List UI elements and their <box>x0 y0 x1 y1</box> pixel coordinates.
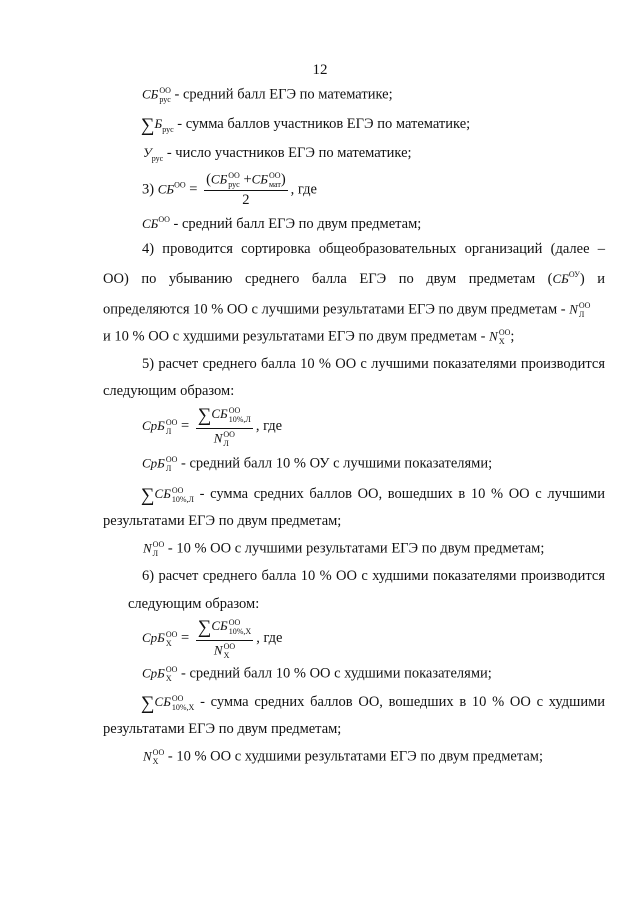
def-sum-math: $\sum Б_{рус}$ - сумма баллов участников ЕГЭ по математике; <box>141 115 471 136</box>
para-6-line1: 6) расчет среднего балла 10 % ОО с худшими показателями производится <box>142 568 605 584</box>
def-avg-math: СБ ОО рус - средний балл ЕГЭ по математике; <box>142 86 393 104</box>
fraction: (СБ ОО рус +СБ ОО мат ) 2 <box>206 171 286 208</box>
para-4-line1: 4) проводится сортировка общеобразовательных организаций (далее – <box>142 241 605 257</box>
para-5-line2: следующим образом: <box>103 383 235 399</box>
def-text: - средний балл ЕГЭ по математике; <box>174 86 393 103</box>
para-4-line2: ОО) по убыванию среднего балла ЕГЭ по двум предметам $(СБ^{ОУ})$ и <box>103 270 605 287</box>
para-4-line4: и 10 % ОО с худшими результатами ЕГЭ по двум предметам - N ОО Х ; <box>103 328 515 346</box>
def-best-avg: СрБ ОО Л - средний балл 10 % ОУ с лучшими показателями; <box>142 455 493 473</box>
def-best-count: N ОО Л - 10 % ОО с лучшими результатами ЕГЭ по двум предметам; <box>143 540 545 558</box>
def-count-math: $У_{рус}$ - число участников ЕГЭ по математике; <box>143 145 412 163</box>
def-best-sum: ∑СБ ОО 10%,Л - сумма средних баллов ОО, вошедших в 10 % ОО с лучшими <box>141 485 605 506</box>
def-worst-count: N ОО Х - 10 % ОО с худшими результатами ЕГЭ по двум предметам; <box>143 748 544 766</box>
para-5-line1: 5) расчет среднего балла 10 % ОО с лучшими показателями производится <box>142 356 605 372</box>
def-best-sum-cont: результатами ЕГЭ по двум предметам; <box>103 513 342 529</box>
def-text: - сумма баллов участников ЕГЭ по математике; <box>177 116 471 132</box>
def-text: - число участников ЕГЭ по математике; <box>166 145 412 161</box>
symbol-sb: СБ <box>142 86 159 102</box>
def-worst-avg: СрБ ОО Х - средний балл 10 % ОО с худшими показателями; <box>142 665 492 683</box>
def-avg-two: $СБ^{ОО}$ - средний балл ЕГЭ по двум предметам; <box>142 215 422 232</box>
formula-3: 3) $СБ^{ОО}$ = (СБ ОО рус +СБ ОО мат ) 2 , где <box>142 171 317 208</box>
para-6-line2: следующим образом: <box>128 596 260 612</box>
def-worst-sum-cont: результатами ЕГЭ по двум предметам; <box>103 721 342 737</box>
formula-5: СрБ ОО Л = ∑СБ ОО 10%,Л N ОО Л , где <box>142 405 283 448</box>
para-4-line3: определяются 10 % ОО с лучшими результатами ЕГЭ по двум предметам - N ОО Л <box>103 301 591 319</box>
def-worst-sum: ∑СБ ОО 10%,Х - сумма средних баллов ОО, вошедших в 10 % ОО с худшими <box>141 693 606 714</box>
page-number: 12 <box>312 62 328 78</box>
formula-6: СрБ ОО Х = ∑СБ ОО 10%,Х N ОО Х , где <box>142 617 283 660</box>
